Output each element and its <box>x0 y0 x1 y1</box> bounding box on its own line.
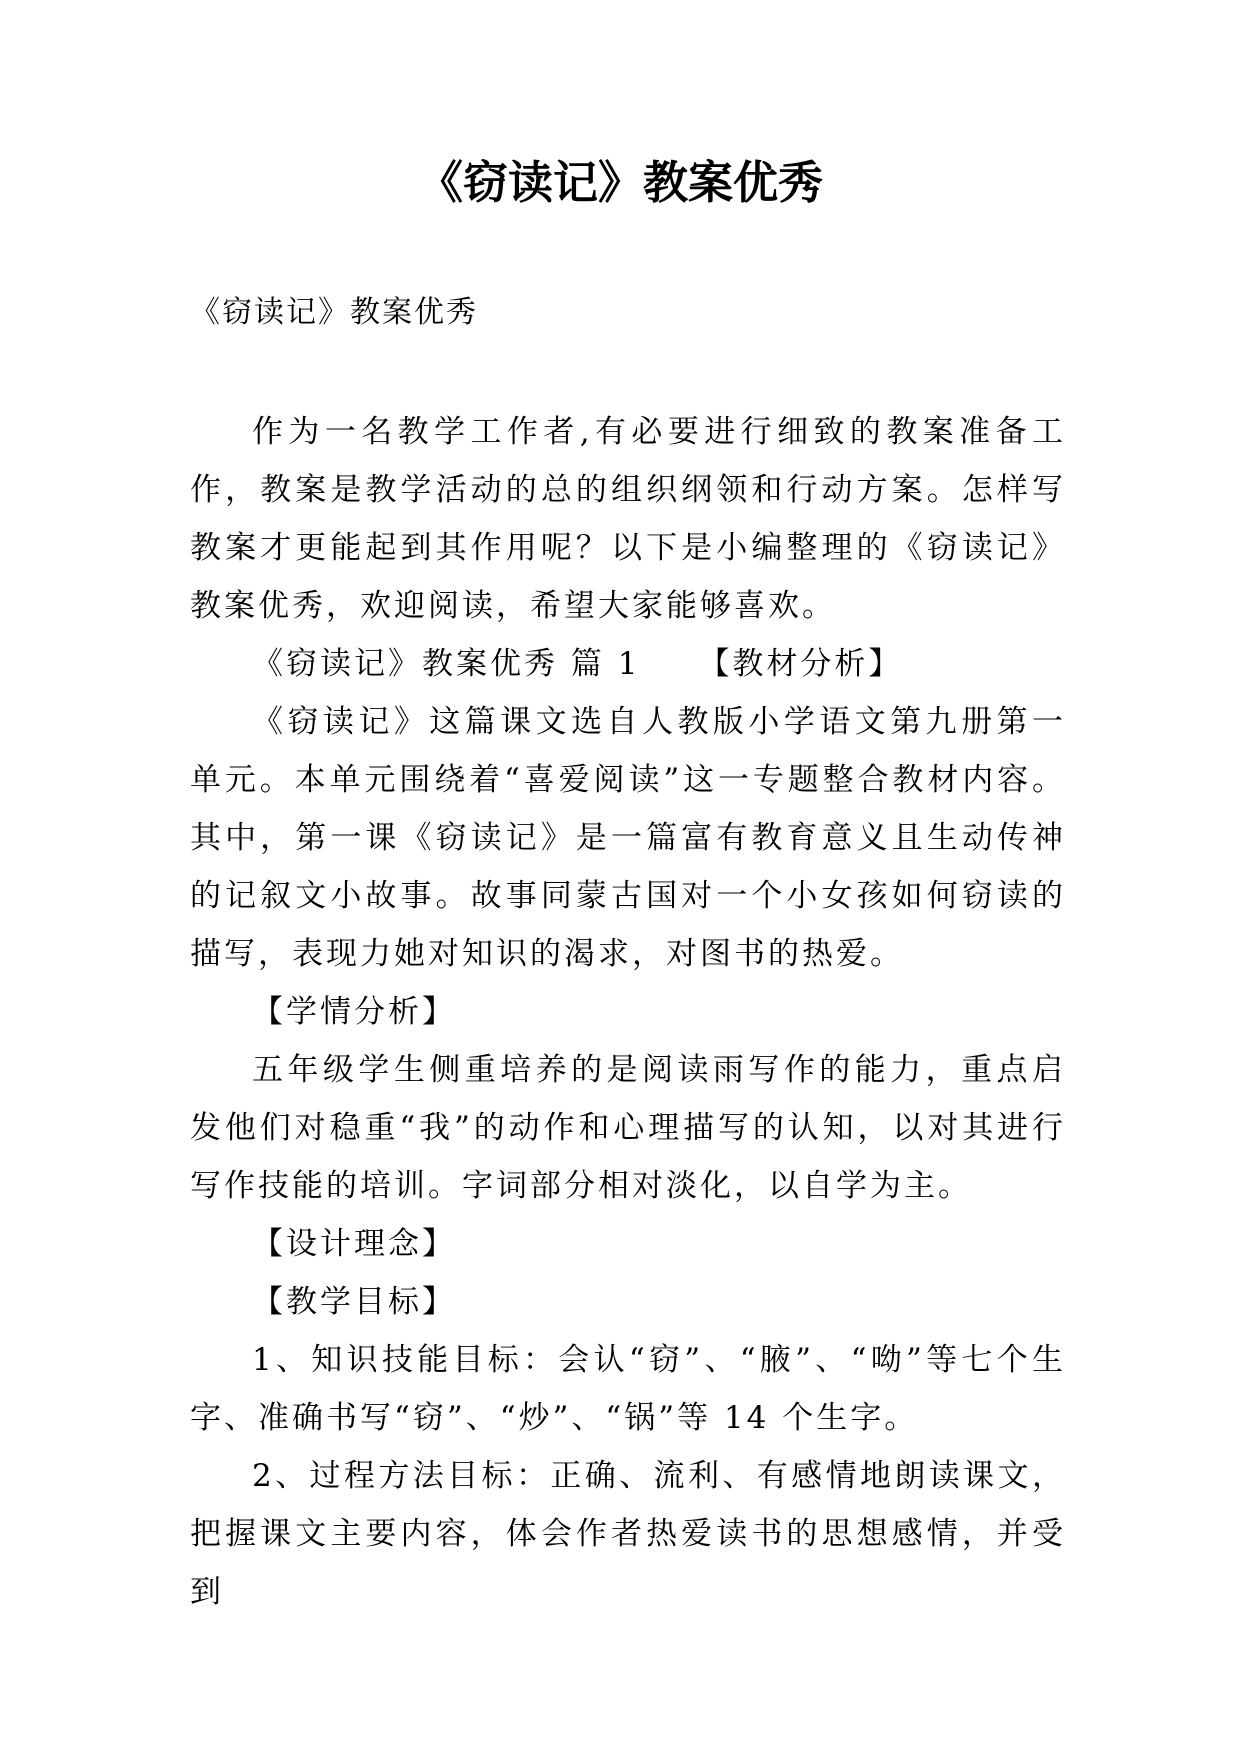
section-header-line <box>190 635 1066 693</box>
document-title: 《窃读记》教案优秀 <box>417 156 823 209</box>
intro-paragraph: 作为一名教学工作者,有必要进行细致的教案准备工作，教案是教学活动的总的组织纲领和行动方案。怎样写教案才更能起到其作用呢？以下是小编整理的《窃读记》教案优秀，欢迎阅读，希望大家能够喜欢。 <box>190 414 1066 624</box>
heading-goals: 【教学目标】 <box>252 1284 456 1320</box>
heading-material: 【教材分析】 <box>698 646 903 682</box>
heading-design: 【设计理念】 <box>252 1226 456 1262</box>
goal-1-paragraph: 1、知识技能目标：会认“窃”、“腋”、“呦”等七个生字、准确书写“窃”、“炒”、“锅”等 14 个生字。 <box>190 1342 1066 1436</box>
students-paragraph: 五年级学生侧重培养的是阅读雨写作的能力，重点启发他们对稳重“我”的动作和心理描写的认知，以对其进行写作技能的培训。字词部分相对淡化，以自学为主。 <box>190 1052 1066 1204</box>
section-label: 《窃读记》教案优秀 篇 1 <box>252 646 641 682</box>
document-body <box>190 403 1066 1621</box>
material-paragraph: 《窃读记》这篇课文选自人教版小学语文第九册第一单元。本单元围绕着“喜爱阅读”这一专题整合教材内容。其中，第一课《窃读记》是一篇富有教育意义且生动传神的记叙文小故事。故事同蒙古国对一个小女孩如何窃读的描写，表现力她对知识的渴求，对图书的热爱。 <box>190 704 1066 972</box>
heading-students: 【学情分析】 <box>252 994 456 1030</box>
goal-2-paragraph: 2、过程方法目标：正确、流利、有感情地朗读课文，把握课文主要内容，体会作者热爱读书的思想感情，并受到 <box>190 1458 1066 1610</box>
document-subtitle: 《窃读记》教案优秀 <box>190 295 478 330</box>
